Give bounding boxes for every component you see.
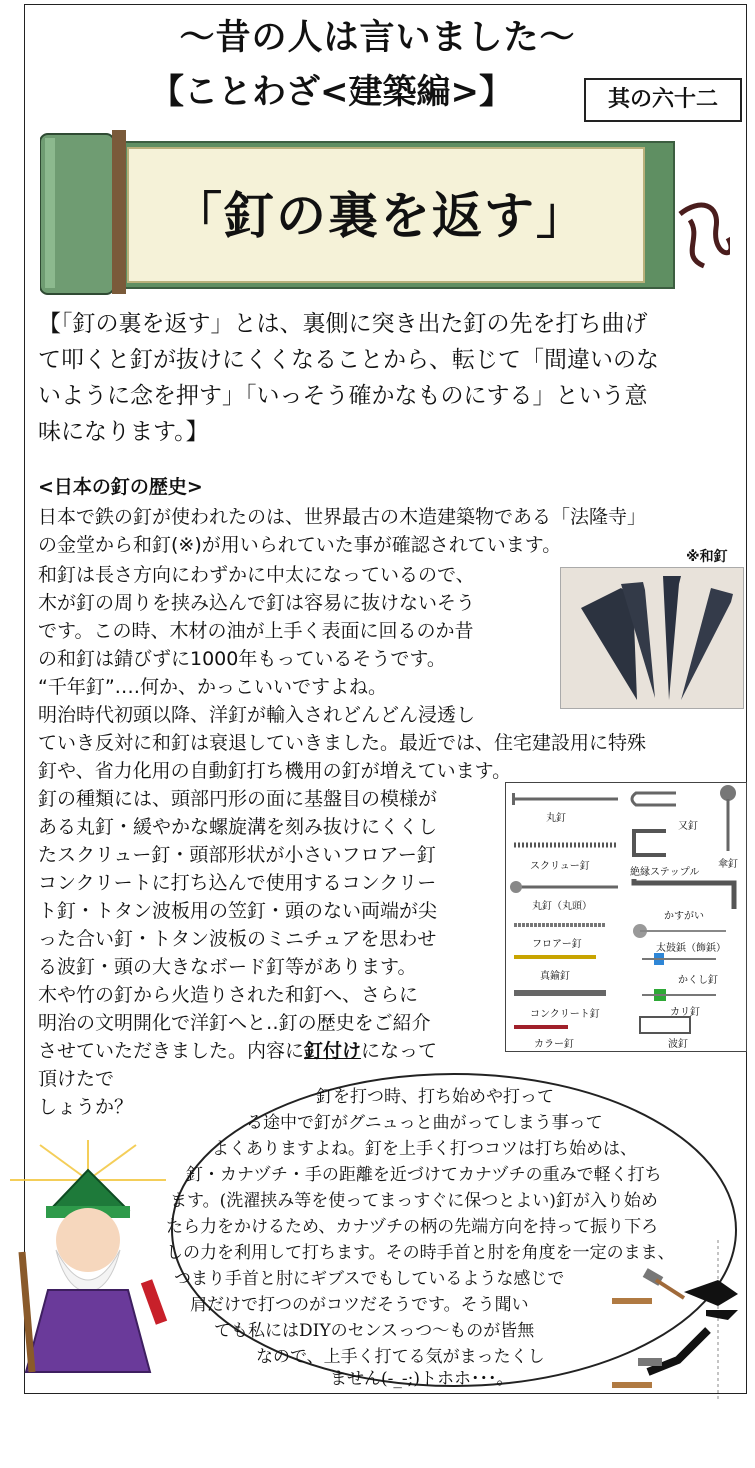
nail-label: カラー釘: [534, 1039, 574, 1050]
history-line: コンクリートに打ち込んで使用するコンクリー: [38, 872, 437, 894]
intro-line: て叩くと釘が抜けにくくなることから、転じて「間違いのな: [38, 347, 659, 373]
history-line: った合い釘・トタン波板のミニチュアを思わせ: [38, 928, 437, 950]
hammering-hand-illustration: [608, 1240, 748, 1400]
history-line: る波釘・頭の大きなボード釘等があります。: [38, 956, 417, 978]
bubble-line: つまり手首と肘にギブスでもしているような感じで: [174, 1269, 565, 1289]
bubble-line: ません(-_-;)トホホ･･･。: [330, 1369, 514, 1389]
nail-label: カリ釘: [670, 1007, 700, 1018]
history-line: [38, 1036, 437, 1063]
history-line: の金堂から和釘(※)が用いられていた事が確認されています。: [38, 534, 562, 556]
history-line-tail: になって: [361, 1040, 438, 1062]
history-line: 木や竹の釘から火造りされた和釘へ、さらに: [38, 984, 419, 1006]
page-title: ～昔の人は言いました～: [179, 18, 576, 58]
history-line: “千年釘”‥‥何か、かっこいいですよね。: [38, 676, 388, 698]
history-line: 釘や、省力化用の自動釘打ち機用の釘が増えています。: [38, 760, 512, 782]
history-line: 釘の種類には、頭部円形の面に基盤目の模様が: [38, 788, 438, 810]
bubble-line: ても私にはDIYのセンスっつ～ものが皆無: [214, 1321, 535, 1341]
nail-label: コンクリート釘: [530, 1009, 600, 1020]
nail-label: 真鍮釘: [540, 971, 570, 982]
page-subtitle: 【ことわざ<建築編>】: [150, 72, 513, 112]
intro-line: 【「釘の裏を返す」とは、裏側に突き出た釘の先を打ち曲げ: [38, 311, 648, 337]
proverb-explanation: [38, 306, 746, 450]
nail-label: 又釘: [678, 821, 698, 832]
nail-label: フロアー釘: [532, 939, 582, 950]
history-line: の和釘は錆びずに1000年もっているそうです。: [38, 648, 446, 670]
history-line: 日本で鉄の釘が使われたのは、世界最古の木造建築物である「法隆寺」: [38, 506, 647, 528]
history-line: 木が釘の周りを挟み込んで釘は容易に抜けないそう: [38, 592, 476, 614]
bubble-line: なので、上手く打てる気がまったくし: [256, 1347, 545, 1367]
bubble-line: 釘を打つ時、打ち始めや打って: [316, 1087, 554, 1107]
nail-types-chart: [505, 782, 747, 1052]
intro-line: 味になります。】: [38, 419, 209, 445]
proverb-title: 「釘の裏を返す」: [172, 187, 588, 245]
history-line: 頂けたで: [38, 1068, 115, 1090]
history-line-text: させていただきました。内容に: [38, 1040, 305, 1062]
bubble-line: たら力をかけるため、カナヅチの柄の先端方向を持って振り下ろ: [166, 1217, 659, 1237]
nail-label: 丸釘: [546, 813, 566, 824]
history-line: 明治時代初頭以降、洋釘が輸入されどんどん浸透し: [38, 704, 476, 726]
nail-label: 丸釘（丸頭）: [532, 901, 592, 912]
bubble-line: しの力を利用して打ちます。その時手首と肘を角度を一定のまま、: [166, 1243, 675, 1263]
history-line: たスクリュー釘・頭部形状が小さいフロアー釘: [38, 844, 436, 866]
nail-label: かすがい: [664, 911, 704, 922]
photo-caption: ※和釘: [686, 549, 728, 565]
episode-number: 其の六十二: [584, 78, 742, 122]
intro-line: いように念を押す」「いっそう確かなものにする」という意: [38, 383, 648, 409]
history-line: ある丸釘・緩やかな螺旋溝を刻み抜けにくくし: [38, 816, 438, 838]
old-man-illustration: [0, 1140, 175, 1380]
wakugi-nails-photo: [560, 567, 744, 709]
nail-label: 太鼓鋲（飾鋲）: [656, 943, 726, 954]
bubble-line: る途中で釘がグニュっと曲がってしまう事って: [246, 1113, 603, 1133]
history-line: です。この時、木材の油が上手く表面に回るのか昔: [38, 620, 474, 642]
nail-label: 波釘: [668, 1039, 688, 1050]
bubble-line: ます。(洗濯挟み等を使ってまっすぐに保つとよい)釘が入り始め: [170, 1191, 658, 1211]
bubble-line: 釘・カナヅチ・手の距離を近づけてカナヅチの重みで軽く打ち: [186, 1165, 662, 1185]
nail-label: 傘釘: [718, 859, 738, 870]
history-line: ト釘・トタン波板用の笠釘・頭のない両端が尖: [38, 900, 438, 922]
nail-label: スクリュー釘: [530, 861, 590, 872]
bubble-line: よくありますよね。釘を上手く打つコツは打ち始めは、: [212, 1139, 637, 1159]
nail-label: かくし釘: [678, 975, 718, 986]
bubble-line: 肩だけで打つのがコツだそうです。そう聞い: [190, 1295, 529, 1315]
history-line: 明治の文明開化で洋釘へと‥釘の歴史をご紹介: [38, 1012, 431, 1034]
history-line: しょうか？: [38, 1096, 134, 1118]
history-heading: <日本の釘の歴史>: [38, 476, 203, 498]
nail-label: 絶縁ステップル: [630, 867, 700, 878]
history-line: ていき反対に和釘は衰退していきました。最近では、住宅建設用に特殊: [38, 732, 647, 754]
underlined-word: 釘付け: [304, 1040, 362, 1062]
history-line: 和釘は長さ方向にわずかに中太になっているので、: [38, 564, 475, 586]
